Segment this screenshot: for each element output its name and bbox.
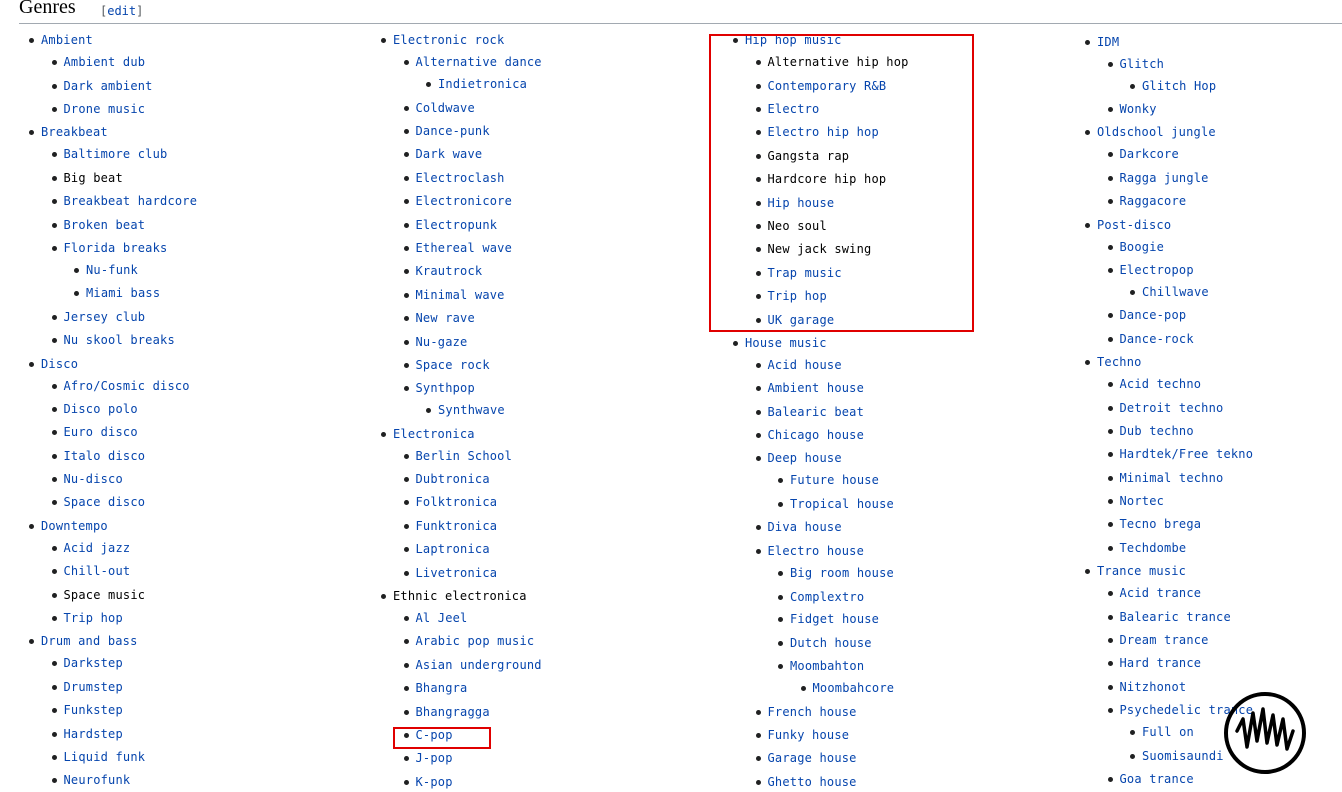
genre-item[interactable]: Synthpop (415, 381, 475, 395)
genre-item[interactable]: Tecno brega (1119, 517, 1202, 531)
genre-item[interactable]: Jersey club (63, 310, 146, 324)
genre-item[interactable]: Glitch Hop (1142, 79, 1217, 93)
genre-item[interactable]: Drone music (63, 102, 146, 116)
genre-item[interactable]: Afro/Cosmic disco (63, 379, 190, 393)
genre-item[interactable]: Synthwave (438, 403, 505, 417)
genre-item[interactable]: Drum and bass (41, 634, 138, 648)
genre-item[interactable]: Balearic beat (767, 405, 865, 419)
genre-item[interactable]: Funkstep (63, 703, 123, 717)
genre-item[interactable]: Coldwave (415, 101, 475, 115)
genre-item[interactable]: Garage house (767, 751, 857, 765)
genre-item[interactable]: French house (767, 705, 857, 719)
genre-item[interactable]: Psychedelic trance (1119, 703, 1254, 717)
genre-item[interactable]: Dance-rock (1119, 332, 1194, 346)
genre-item[interactable]: Florida breaks (63, 241, 168, 255)
genre-item[interactable]: Broken beat (63, 218, 146, 232)
genre-item[interactable]: Ghetto house (767, 775, 857, 789)
genre-item[interactable]: Dark ambient (63, 79, 153, 93)
genre-item[interactable]: Oldschool jungle (1097, 125, 1216, 139)
genre-item[interactable]: Moombahton (790, 659, 865, 673)
genre-item[interactable]: Downtempo (41, 519, 108, 533)
genre-item[interactable]: Hip house (767, 196, 835, 210)
genre-item[interactable]: Space rock (415, 358, 490, 372)
genre-item[interactable]: Diva house (767, 520, 842, 534)
genre-item[interactable]: Balearic trance (1119, 610, 1231, 624)
genre-item[interactable]: Baltimore club (63, 147, 168, 161)
genre-item[interactable]: UK garage (767, 313, 835, 327)
genre-item[interactable]: Darkcore (1119, 147, 1179, 161)
genre-item[interactable]: Alternative hip hop (767, 55, 909, 69)
genre-item[interactable]: Neurofunk (63, 773, 131, 787)
genre-item[interactable]: Folktronica (415, 495, 498, 509)
genre-item[interactable]: Bhangragga (415, 705, 490, 719)
highlight-box-c-pop (393, 727, 491, 749)
genre-item[interactable]: Dutch house (790, 636, 872, 650)
genre-item[interactable]: Liquid funk (63, 750, 146, 764)
genre-item[interactable]: Hardcore hip hop (767, 172, 887, 186)
genre-item[interactable]: Electropop (1119, 263, 1194, 277)
genre-item[interactable]: Techno (1097, 355, 1142, 369)
genre-item[interactable]: Dance-pop (1119, 308, 1187, 322)
genre-item[interactable]: Big room house (790, 566, 894, 580)
genre-item[interactable]: Dark wave (415, 147, 483, 161)
genre-item[interactable]: Ambient dub (63, 55, 146, 69)
genre-item[interactable]: Al Jeel (415, 611, 468, 625)
genre-item[interactable]: Detroit techno (1119, 401, 1224, 415)
genre-item[interactable]: K-pop (415, 775, 453, 789)
genre-item[interactable]: Breakbeat (41, 125, 108, 139)
highlight-box-hip-hop (709, 34, 974, 332)
genre-item[interactable]: Italo disco (63, 449, 146, 463)
genre-item[interactable]: Acid house (767, 358, 842, 372)
genre-item[interactable]: Hip hop music (745, 33, 842, 47)
genre-item[interactable]: Ambient (41, 33, 93, 47)
genre-item[interactable]: Berlin School (415, 449, 513, 463)
genre-item[interactable]: Trip hop (63, 611, 123, 625)
genre-item[interactable]: Hardstep (63, 727, 123, 741)
genre-item[interactable]: Dream trance (1119, 633, 1209, 647)
genre-item[interactable]: Indietronica (438, 77, 528, 91)
genre-item[interactable]: Fidget house (790, 612, 880, 626)
genre-item[interactable]: Krautrock (415, 264, 483, 278)
genre-item[interactable]: Techdombe (1119, 541, 1187, 555)
genre-item[interactable]: Glitch (1119, 57, 1165, 71)
genre-item[interactable]: Miami bass (86, 286, 161, 300)
genre-item[interactable]: Nortec (1119, 494, 1165, 508)
genre-item[interactable]: Laptronica (415, 542, 490, 556)
genre-item[interactable]: Tropical house (790, 497, 894, 511)
genre-item[interactable]: Funky house (767, 728, 850, 742)
genre-item[interactable]: Boogie (1119, 240, 1165, 254)
genre-item[interactable]: Funktronica (415, 519, 498, 533)
genre-item[interactable]: Ambient house (767, 381, 865, 395)
genre-item[interactable]: Trip hop (767, 289, 827, 303)
genre-item[interactable]: Space disco (63, 495, 146, 509)
genre-item[interactable]: Contemporary R&B (767, 79, 887, 93)
genre-item[interactable]: Electronic rock (393, 33, 505, 47)
genre-item[interactable]: New rave (415, 311, 475, 325)
genre-item[interactable]: Dub techno (1119, 424, 1194, 438)
genre-item[interactable]: Deep house (767, 451, 842, 465)
genre-item[interactable]: Dubtronica (415, 472, 490, 486)
genre-item[interactable]: Wonky (1119, 102, 1157, 116)
genre-item[interactable]: Minimal techno (1119, 471, 1224, 485)
genre-item[interactable]: Minimal wave (415, 288, 505, 302)
genre-item[interactable]: Moombahcore (812, 681, 895, 695)
genre-item[interactable]: Trap music (767, 266, 842, 280)
genre-item[interactable]: Arabic pop music (415, 634, 535, 648)
genre-item[interactable]: Hard trance (1119, 656, 1202, 670)
genre-item[interactable]: Acid trance (1119, 586, 1202, 600)
genre-item[interactable]: Disco polo (63, 402, 138, 416)
genre-item[interactable]: Asian underground (415, 658, 542, 672)
genre-item[interactable]: Hardtek/Free tekno (1119, 447, 1254, 461)
genre-item[interactable]: Ragga jungle (1119, 171, 1209, 185)
genre-item[interactable]: Nu skool breaks (63, 333, 175, 347)
genre-item[interactable]: Electronicore (415, 194, 513, 208)
genre-item[interactable]: Ethnic electronica (393, 589, 527, 603)
genre-item[interactable]: Drumstep (63, 680, 123, 694)
genre-item[interactable]: Dance-punk (415, 124, 490, 138)
genre-item[interactable]: Bhangra (415, 681, 468, 695)
genre-item[interactable]: Nu-gaze (415, 335, 468, 349)
genre-item[interactable]: Gangsta rap (767, 149, 850, 163)
edit-link[interactable]: edit (107, 4, 137, 18)
genre-item[interactable]: Electro (767, 102, 820, 116)
genre-item[interactable]: C-pop (415, 728, 453, 742)
genre-item[interactable]: Nitzhonot (1119, 680, 1187, 694)
genre-item[interactable]: Acid techno (1119, 377, 1202, 391)
genre-item[interactable]: Alternative dance (415, 55, 542, 69)
genre-item[interactable]: Chillwave (1142, 285, 1209, 299)
genre-item[interactable]: Full on (1142, 725, 1194, 739)
genre-item[interactable]: Acid jazz (63, 541, 131, 555)
genre-item[interactable]: Electro house (767, 544, 865, 558)
genre-item[interactable]: Nu-funk (86, 263, 138, 277)
genre-item[interactable]: Darkstep (63, 656, 123, 670)
genre-item[interactable]: Nu-disco (63, 472, 123, 486)
genre-item[interactable]: Chicago house (767, 428, 865, 442)
genre-item[interactable]: Euro disco (63, 425, 138, 439)
genre-item[interactable]: Complextro (790, 590, 865, 604)
genre-item[interactable]: Breakbeat hardcore (63, 194, 198, 208)
genre-item[interactable]: Post-disco (1097, 218, 1172, 232)
genre-item[interactable]: Raggacore (1119, 194, 1187, 208)
genre-item[interactable]: Big beat (63, 171, 123, 185)
genre-item[interactable]: Future house (790, 473, 880, 487)
genre-item[interactable]: Space music (63, 588, 146, 602)
edit-section: [edit] (100, 4, 144, 18)
genre-item[interactable]: Trance music (1097, 564, 1187, 578)
genre-item[interactable]: Suomisaundi (1142, 749, 1224, 763)
watermark-logo (1223, 691, 1307, 775)
genre-item[interactable]: J-pop (415, 751, 453, 765)
section-header (19, 0, 1342, 24)
genre-item[interactable]: Ethereal wave (415, 241, 513, 255)
genre-item[interactable]: IDM (1097, 35, 1120, 49)
genre-item[interactable]: Chill-out (63, 564, 131, 578)
genre-item[interactable]: Disco (41, 357, 79, 371)
genre-item[interactable]: Electropunk (415, 218, 498, 232)
section-title: Genres (19, 0, 76, 18)
genre-item[interactable]: Goa trance (1119, 772, 1194, 786)
genre-item[interactable]: Neo soul (767, 219, 827, 233)
genre-item[interactable]: Electroclash (415, 171, 505, 185)
genre-item[interactable]: New jack swing (767, 242, 872, 256)
genre-item[interactable]: Electronica (393, 427, 475, 441)
genre-item[interactable]: Livetronica (415, 566, 498, 580)
genre-item[interactable]: House music (745, 336, 827, 350)
genre-item[interactable]: Electro hip hop (767, 125, 879, 139)
